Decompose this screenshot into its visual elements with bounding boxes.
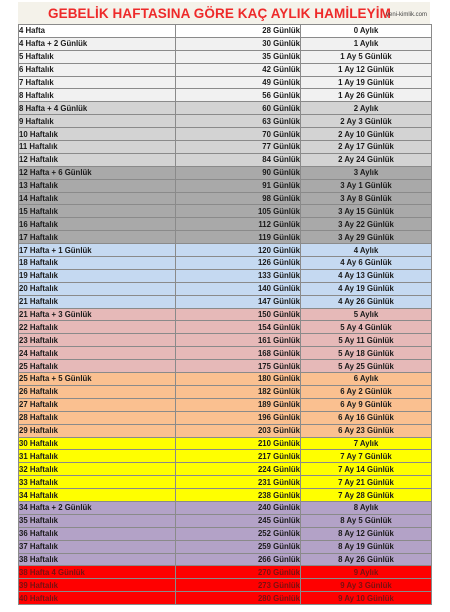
days-cell: 35 Günlük <box>176 50 301 63</box>
table-row <box>19 463 432 476</box>
days-cell: 217 Günlük <box>176 450 301 463</box>
table-row <box>19 424 432 437</box>
week-cell: 17 Hafta + 1 Günlük <box>19 244 176 257</box>
days-cell: 273 Günlük <box>176 579 301 592</box>
table-row <box>19 128 432 141</box>
days-cell: 42 Günlük <box>176 63 301 76</box>
months-cell: 7 Ay 7 Günlük <box>301 450 432 463</box>
months-cell: 5 Ay 25 Günlük <box>301 360 432 373</box>
months-cell: 9 Aylık <box>301 566 432 579</box>
months-cell: 8 Aylık <box>301 501 432 514</box>
days-cell: 30 Günlük <box>176 37 301 50</box>
days-cell: 70 Günlük <box>176 128 301 141</box>
table-row <box>19 527 432 540</box>
months-cell: 3 Aylık <box>301 166 432 179</box>
gestation-table <box>18 24 432 605</box>
months-cell: 5 Ay 18 Günlük <box>301 347 432 360</box>
week-cell: 10 Haftalık <box>19 128 176 141</box>
days-cell: 210 Günlük <box>176 437 301 450</box>
months-cell: 2 Ay 10 Günlük <box>301 128 432 141</box>
months-cell: 3 Ay 15 Günlük <box>301 205 432 218</box>
days-cell: 189 Günlük <box>176 398 301 411</box>
months-cell: 3 Ay 8 Günlük <box>301 192 432 205</box>
days-cell: 203 Günlük <box>176 424 301 437</box>
week-cell: 8 Haftalık <box>19 89 176 102</box>
table-row <box>19 553 432 566</box>
week-cell: 33 Haftalık <box>19 476 176 489</box>
week-cell: 32 Haftalık <box>19 463 176 476</box>
days-cell: 77 Günlük <box>176 141 301 154</box>
week-cell: 16 Haftalık <box>19 218 176 231</box>
week-cell: 21 Haftalık <box>19 295 176 308</box>
table-row <box>19 398 432 411</box>
days-cell: 90 Günlük <box>176 166 301 179</box>
days-cell: 140 Günlük <box>176 282 301 295</box>
days-cell: 182 Günlük <box>176 385 301 398</box>
days-cell: 28 Günlük <box>176 25 301 38</box>
table-row <box>19 373 432 386</box>
days-cell: 224 Günlük <box>176 463 301 476</box>
months-cell: 6 Ay 9 Günlük <box>301 398 432 411</box>
site-watermark: yeni-kimlik.com <box>386 12 428 18</box>
table-row <box>19 437 432 450</box>
days-cell: 150 Günlük <box>176 308 301 321</box>
week-cell: 21 Hafta + 3 Günlük <box>19 308 176 321</box>
days-cell: 240 Günlük <box>176 501 301 514</box>
table-row <box>19 295 432 308</box>
week-cell: 28 Haftalık <box>19 411 176 424</box>
table-row <box>19 179 432 192</box>
table-row <box>19 282 432 295</box>
week-cell: 25 Haftalık <box>19 360 176 373</box>
table-row <box>19 76 432 89</box>
week-cell: 15 Haftalık <box>19 205 176 218</box>
table-row <box>19 476 432 489</box>
days-cell: 126 Günlük <box>176 257 301 270</box>
week-cell: 4 Hafta <box>19 25 176 38</box>
days-cell: 238 Günlük <box>176 489 301 502</box>
week-cell: 19 Haftalık <box>19 269 176 282</box>
months-cell: 9 Ay 10 Günlük <box>301 592 432 605</box>
chart-header <box>18 2 430 24</box>
table-row <box>19 579 432 592</box>
days-cell: 112 Günlük <box>176 218 301 231</box>
table-row <box>19 37 432 50</box>
week-cell: 34 Haftalık <box>19 489 176 502</box>
table-row <box>19 411 432 424</box>
week-cell: 31 Haftalık <box>19 450 176 463</box>
months-cell: 9 Ay 3 Günlük <box>301 579 432 592</box>
week-cell: 38 Haftalık <box>19 553 176 566</box>
week-cell: 7 Haftalık <box>19 76 176 89</box>
gestation-table-body <box>19 25 432 605</box>
table-row <box>19 334 432 347</box>
week-cell: 25 Hafta + 5 Günlük <box>19 373 176 386</box>
months-cell: 5 Ay 11 Günlük <box>301 334 432 347</box>
week-cell: 37 Haftalık <box>19 540 176 553</box>
table-row <box>19 540 432 553</box>
months-cell: 3 Ay 1 Günlük <box>301 179 432 192</box>
months-cell: 8 Ay 26 Günlük <box>301 553 432 566</box>
days-cell: 147 Günlük <box>176 295 301 308</box>
months-cell: 1 Ay 19 Günlük <box>301 76 432 89</box>
days-cell: 56 Günlük <box>176 89 301 102</box>
table-row <box>19 50 432 63</box>
table-row <box>19 244 432 257</box>
days-cell: 280 Günlük <box>176 592 301 605</box>
week-cell: 23 Haftalık <box>19 334 176 347</box>
days-cell: 84 Günlük <box>176 153 301 166</box>
days-cell: 91 Günlük <box>176 179 301 192</box>
week-cell: 14 Haftalık <box>19 192 176 205</box>
months-cell: 7 Ay 21 Günlük <box>301 476 432 489</box>
week-cell: 24 Haftalık <box>19 347 176 360</box>
table-row <box>19 115 432 128</box>
table-row <box>19 141 432 154</box>
days-cell: 49 Günlük <box>176 76 301 89</box>
months-cell: 2 Aylık <box>301 102 432 115</box>
table-row <box>19 102 432 115</box>
week-cell: 17 Haftalık <box>19 231 176 244</box>
days-cell: 252 Günlük <box>176 527 301 540</box>
table-row <box>19 257 432 270</box>
days-cell: 266 Günlük <box>176 553 301 566</box>
months-cell: 8 Ay 5 Günlük <box>301 514 432 527</box>
table-row <box>19 514 432 527</box>
days-cell: 161 Günlük <box>176 334 301 347</box>
days-cell: 63 Günlük <box>176 115 301 128</box>
days-cell: 98 Günlük <box>176 192 301 205</box>
months-cell: 6 Ay 2 Günlük <box>301 385 432 398</box>
months-cell: 8 Ay 19 Günlük <box>301 540 432 553</box>
table-row <box>19 321 432 334</box>
table-row <box>19 501 432 514</box>
days-cell: 168 Günlük <box>176 347 301 360</box>
week-cell: 26 Haftalık <box>19 385 176 398</box>
table-row <box>19 385 432 398</box>
table-row <box>19 592 432 605</box>
table-row <box>19 566 432 579</box>
months-cell: 1 Ay 26 Günlük <box>301 89 432 102</box>
days-cell: 175 Günlük <box>176 360 301 373</box>
months-cell: 3 Ay 22 Günlük <box>301 218 432 231</box>
months-cell: 6 Aylık <box>301 373 432 386</box>
table-row <box>19 153 432 166</box>
table-row <box>19 166 432 179</box>
table-row <box>19 89 432 102</box>
week-cell: 12 Haftalık <box>19 153 176 166</box>
table-row <box>19 450 432 463</box>
months-cell: 1 Ay 5 Günlük <box>301 50 432 63</box>
days-cell: 154 Günlük <box>176 321 301 334</box>
months-cell: 1 Aylık <box>301 37 432 50</box>
table-row <box>19 231 432 244</box>
table-row <box>19 218 432 231</box>
week-cell: 18 Haftalık <box>19 257 176 270</box>
months-cell: 7 Aylık <box>301 437 432 450</box>
table-row <box>19 63 432 76</box>
days-cell: 245 Günlük <box>176 514 301 527</box>
week-cell: 34 Hafta + 2 Günlük <box>19 501 176 514</box>
week-cell: 38 Hafta 4 Günlük <box>19 566 176 579</box>
days-cell: 60 Günlük <box>176 102 301 115</box>
days-cell: 180 Günlük <box>176 373 301 386</box>
months-cell: 4 Aylık <box>301 244 432 257</box>
week-cell: 6 Haftalık <box>19 63 176 76</box>
week-cell: 30 Haftalık <box>19 437 176 450</box>
days-cell: 231 Günlük <box>176 476 301 489</box>
week-cell: 35 Haftalık <box>19 514 176 527</box>
week-cell: 36 Haftalık <box>19 527 176 540</box>
months-cell: 6 Ay 23 Günlük <box>301 424 432 437</box>
table-row <box>19 308 432 321</box>
months-cell: 6 Ay 16 Günlük <box>301 411 432 424</box>
table-row <box>19 269 432 282</box>
week-cell: 9 Haftalık <box>19 115 176 128</box>
table-row <box>19 205 432 218</box>
week-cell: 40 Haftalık <box>19 592 176 605</box>
months-cell: 2 Ay 24 Günlük <box>301 153 432 166</box>
days-cell: 270 Günlük <box>176 566 301 579</box>
week-cell: 20 Haftalık <box>19 282 176 295</box>
days-cell: 105 Günlük <box>176 205 301 218</box>
months-cell: 0 Aylık <box>301 25 432 38</box>
week-cell: 39 Haftalık <box>19 579 176 592</box>
table-row <box>19 192 432 205</box>
week-cell: 22 Haftalık <box>19 321 176 334</box>
days-cell: 196 Günlük <box>176 411 301 424</box>
months-cell: 4 Ay 6 Günlük <box>301 257 432 270</box>
days-cell: 133 Günlük <box>176 269 301 282</box>
week-cell: 12 Hafta + 6 Günlük <box>19 166 176 179</box>
table-row <box>19 347 432 360</box>
chart-title: GEBELİK HAFTASINA GÖRE KAÇ AYLIK HAMİLEYİM <box>48 6 391 21</box>
months-cell: 2 Ay 3 Günlük <box>301 115 432 128</box>
table-row <box>19 25 432 38</box>
days-cell: 119 Günlük <box>176 231 301 244</box>
months-cell: 2 Ay 17 Günlük <box>301 141 432 154</box>
months-cell: 8 Ay 12 Günlük <box>301 527 432 540</box>
months-cell: 3 Ay 29 Günlük <box>301 231 432 244</box>
days-cell: 259 Günlük <box>176 540 301 553</box>
months-cell: 4 Ay 26 Günlük <box>301 295 432 308</box>
table-row <box>19 360 432 373</box>
week-cell: 4 Hafta + 2 Günlük <box>19 37 176 50</box>
months-cell: 1 Ay 12 Günlük <box>301 63 432 76</box>
days-cell: 120 Günlük <box>176 244 301 257</box>
week-cell: 5 Haftalık <box>19 50 176 63</box>
week-cell: 27 Haftalık <box>19 398 176 411</box>
months-cell: 4 Ay 19 Günlük <box>301 282 432 295</box>
months-cell: 5 Aylık <box>301 308 432 321</box>
week-cell: 11 Haftalık <box>19 141 176 154</box>
week-cell: 29 Haftalık <box>19 424 176 437</box>
table-row <box>19 489 432 502</box>
week-cell: 8 Hafta + 4 Günlük <box>19 102 176 115</box>
months-cell: 7 Ay 14 Günlük <box>301 463 432 476</box>
months-cell: 7 Ay 28 Günlük <box>301 489 432 502</box>
week-cell: 13 Haftalık <box>19 179 176 192</box>
months-cell: 5 Ay 4 Günlük <box>301 321 432 334</box>
months-cell: 4 Ay 13 Günlük <box>301 269 432 282</box>
